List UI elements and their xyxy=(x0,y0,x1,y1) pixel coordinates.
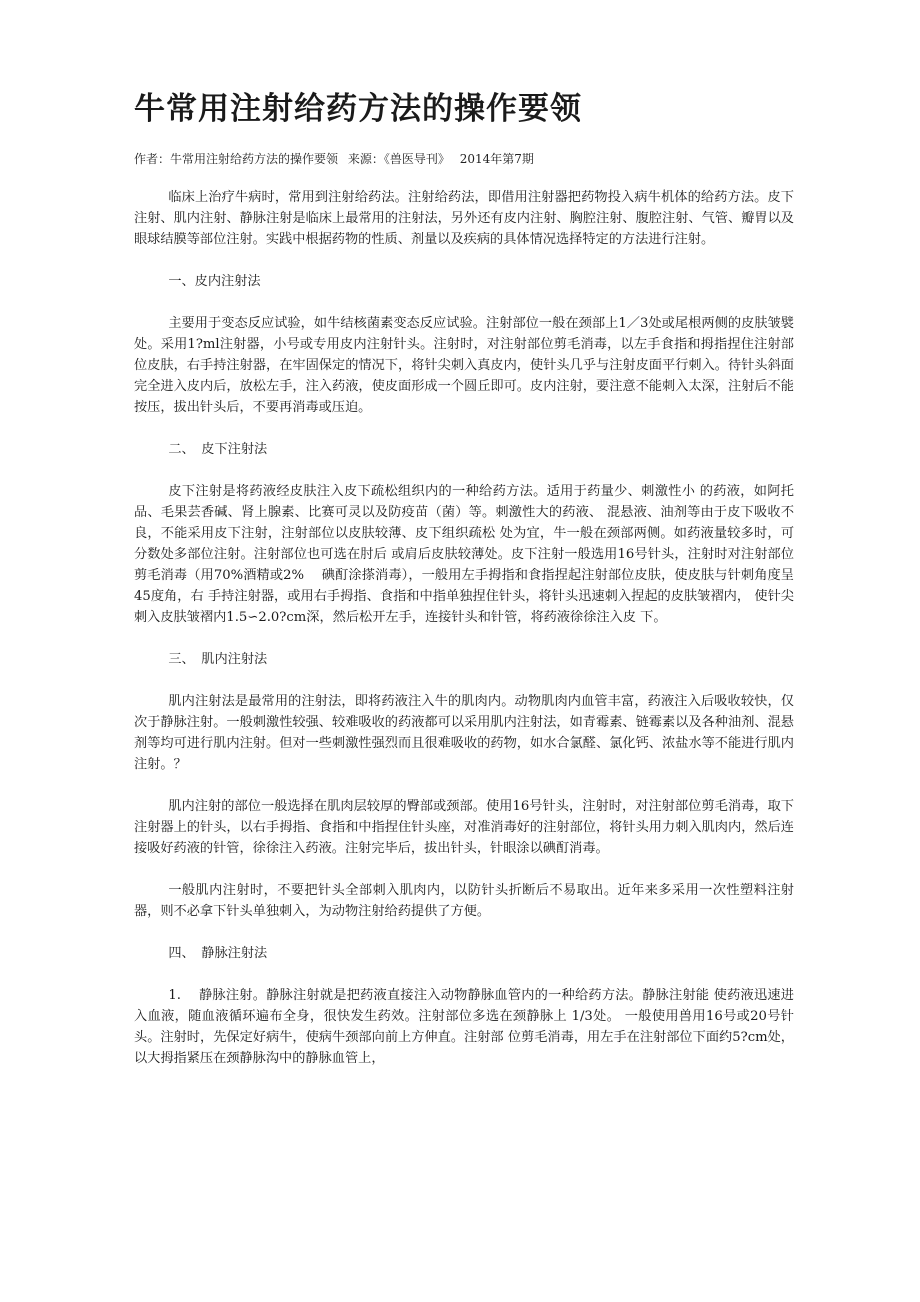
article-title: 牛常用注射给药方法的操作要领 xyxy=(134,91,582,127)
section-heading-intravenous: 四、 静脉注射法 xyxy=(168,946,268,961)
paragraph-intradermal: 主要用于变态反应试验，如牛结核菌素变态反应试验。注射部位一般在颈部上1／3处或尾根两侧的皮肤皱襞处。采用1?ml注射器，小号或专用皮内注射针头。注射时，对注射部位剪毛消毒，以左手食指和拇指捏住注射部位皮肤，右手持注射器，在牢固保定的情况下，将针尖刺入真皮内，使针头几乎与注射皮面平行刺入。待针头斜面完全进入皮内后，放松左手，注入药液，使皮面形成一个圆丘即可。皮内注射，要注意不能刺入太深，注射后不能按压，拔出针头后，不要再消毒或压迫。 xyxy=(134,316,794,415)
source-line: 来源：《兽医导刊》 xyxy=(347,152,450,166)
issue-line: 2014年第7期 xyxy=(459,152,534,166)
article-meta xyxy=(134,150,794,168)
paragraph-intro: 临床上治疗牛病时，常用到注射给药法。注射给药法，即借用注射器把药物投入病牛机体的给药方法。皮下注射、肌内注射、静脉注射是临床上最常用的注射法，另外还有皮内注射、胸腔注射、腹腔注射、气管、瓣胃以及眼球结膜等部位注射。实践中根据药物的性质、剂量以及疾病的具体情况选择特定的方法进行注射。 xyxy=(134,190,794,247)
section-heading-subcutaneous: 二、 皮下注射法 xyxy=(168,442,268,457)
section-heading-intramuscular: 三、 肌内注射法 xyxy=(168,652,268,667)
paragraph-intramuscular-1: 肌内注射法是最常用的注射法，即将药液注入牛的肌肉内。动物肌肉内血管丰富，药液注入后吸收较快，仅次于静脉注射。一般刺激性较强、较难吸收的药液都可以采用肌内注射法，如青霉素、链霉素以及各种油剂、混悬剂等均可进行肌内注射。但对一些刺激性强烈而且很难吸收的药物，如水合氯醛、氯化钙、浓盐水等不能进行肌内注射。？ xyxy=(134,694,794,772)
section-heading-intradermal: 一、皮内注射法 xyxy=(168,274,261,289)
author-line: 作者：牛常用注射给药方法的操作要领 xyxy=(134,152,339,166)
article xyxy=(134,88,794,1090)
paragraph-subcutaneous: 皮下注射是将药液经皮肤注入皮下疏松组织内的一种给药方法。适用于药量少、刺激性小 的药液，如阿托品、毛果芸香碱、肾上腺素、比赛可灵以及防疫苗（菌）等。刺激性大的药液、 混悬液、油剂等由于皮下吸收不良，不能采用皮下注射，注射部位以皮肤较薄、皮下组织疏松 处为宜，牛一般在颈部两侧。如药液量较多时，可分数处多部位注射。注射部位也可选在肘后 或肩后皮肤较薄处。皮下注射一般选用16号针头，注射时对注射部位剪毛消毒（用70%酒精或2% 碘酊涂搽消毒），一般用左手拇指和食指捏起注射部位皮肤，使皮肤与针刺角度呈45度角，右 手持注射器，或用右手拇指、食指和中指单独捏住针头，将针头迅速刺入捏起的皮肤皱褶内， 使针尖刺入皮肤皱褶内1.5∽2.0?cm深，然后松开左手，连接针头和针管，将药液徐徐注入皮 下。 xyxy=(134,484,794,625)
paragraph-intramuscular-3: 一般肌内注射时，不要把针头全部刺入肌肉内，以防针头折断后不易取出。近年来多采用一次性塑料注射器，则不必拿下针头单独刺入，为动物注射给药提供了方便。 xyxy=(134,883,794,919)
paragraph-intravenous-1: 1. 静脉注射。静脉注射就是把药液直接注入动物静脉血管内的一种给药方法。静脉注射能 使药液迅速进入血液，随血液循环遍布全身，很快发生药效。注射部位多选在颈静脉上 1/3处。 一般使用兽用16号或20号针头。注射时，先保定好病牛，使病牛颈部向前上方伸直。注射部 位剪毛消毒，用左手在注射部位下面约5?cm处，以大拇指紧压在颈静脉沟中的静脉血管上， xyxy=(134,988,794,1066)
paragraph-intramuscular-2: 肌内注射的部位一般选择在肌肉层较厚的臀部或颈部。使用16号针头，注射时，对注射部位剪毛消毒，取下注射器上的针头，以右手拇指、食指和中指捏住针头座，对准消毒好的注射部位，将针头用力刺入肌肉内，然后连接吸好药液的针管，徐徐注入药液。注射完毕后，拔出针头，针眼涂以碘酊消毒。 xyxy=(134,799,794,856)
